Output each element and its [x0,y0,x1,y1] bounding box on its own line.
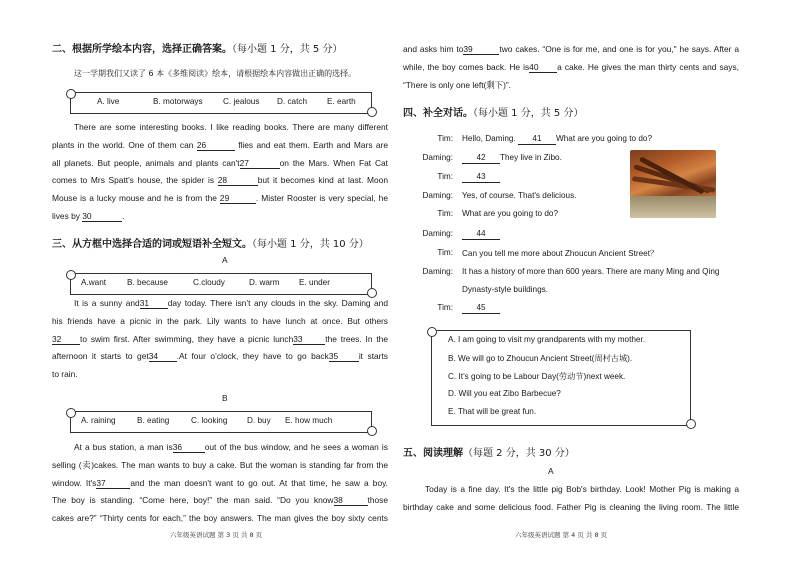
passage-line [52,295,388,313]
dialog-line [462,153,562,164]
text: day today. There isn’t any clouds in the sky. Daming and [167,298,388,308]
passage-line [52,348,388,366]
option-b: B. eating [137,416,170,425]
speaker-label: Daming: [422,229,453,238]
blank-28[interactable]: 28 [218,175,258,186]
text: plants in the world. One of them can [52,139,197,150]
text: and asks him to [403,44,464,54]
option-e: E. how much [285,416,333,425]
text: Mouse is a lucky mouse and he is from the [52,193,220,204]
dialog-line [462,209,558,218]
passage-line [52,172,388,190]
option-d: D. warm [249,278,280,287]
text: . Mister Rooster is very special, he [255,193,389,204]
text: the trees. In the [325,333,388,344]
text: to swim first. After swimming, they have a picnic lunch [80,333,294,344]
speaker-label: Tim: [437,172,453,181]
text: Yes, of course. That's delicious. [462,191,577,200]
text: two cakes. “One is for me, and one is for you," he says. After a [499,44,740,54]
text: Can you tell me more about Zhoucun Ancient Street？ [462,249,659,258]
speaker-label: Tim: [437,248,453,257]
page-footer-left: 六年级英语试题 第 3 页 共 8 页 [170,531,263,539]
plate [630,196,716,218]
speaker-label: Tim: [437,209,453,218]
passage-line: Today is a fine day. It's the little pig Bob's birthday. Look! Mother Pig is making a [425,484,739,494]
section-5-title: 五、阅读理解 [403,448,463,459]
section-3-title: 三、从方框中选择合适的词或短语补全短文。 [52,239,252,250]
passage-line [403,41,739,59]
passage-line [52,492,388,510]
text: all planets. But people, animals and plants can't [52,157,240,168]
passage-line [52,510,388,528]
text: it starts [358,351,388,362]
passage-continued [403,41,739,94]
passage-line: birthday cake and some delicious food. Father Pig is cleaning the living room. The little [403,501,739,512]
section-3-heading [52,235,369,250]
blank-29[interactable]: 29 [220,193,256,204]
bbq-photo [630,150,716,218]
option-e: E. under [299,278,330,287]
blank-30[interactable]: 30 [82,211,122,222]
dialog-options-box [431,330,691,426]
passage-line [52,119,388,137]
blank-37[interactable]: 37 [96,478,130,489]
option-c: C. looking [191,416,228,425]
passage-line [52,331,388,349]
dialog-line [462,285,548,294]
section-3-note: （每小题 1 分，共 10 分） [252,239,369,250]
speaker-label: Daming: [422,153,453,162]
right-page [403,0,748,561]
text: those [367,495,388,506]
section-2-note: （每小题 1 分，共 5 分） [232,44,343,55]
speaker-label: Daming: [422,191,453,200]
text: afternoon it starts to get [52,351,149,362]
blank-35[interactable]: 35 [329,351,359,362]
option-b: B. motorways [153,97,203,106]
passage-line [52,155,388,173]
word-box-part-a [70,273,372,295]
part-a-label: A [222,255,228,265]
text: .At four o’clock, they have to go back [176,351,329,362]
text: his friends have a picnic in the park. Lily wants to have lunch at once. But others [52,315,388,326]
passage-line [403,59,739,77]
blank-41[interactable]: 41 [518,134,556,145]
section-2-heading [52,40,342,55]
blank-43[interactable]: 43 [462,172,500,183]
blank-38[interactable]: 38 [334,495,368,506]
option-a: A. raining [81,416,116,425]
passage-line [52,366,388,384]
text: At a bus station, a man is [74,442,173,452]
text: What are you going to do? [555,134,653,143]
blank-26[interactable]: 26 [197,140,235,151]
blank-39[interactable]: 39 [463,44,499,55]
text: on the Mars. When Fat Cat [279,157,388,168]
dialog-line [462,134,652,145]
blank-40[interactable]: 40 [529,62,557,73]
option-d: D. buy [247,416,271,425]
text: What are you going to do? [462,209,559,218]
page-footer-right: 六年级英语试题 第 4 页 共 8 页 [515,531,608,539]
section-5-note: （每题 2 分，共 30 分） [463,448,575,459]
passage-line [52,313,388,331]
option-c: C. jealous [223,97,260,106]
passage-part-a [52,295,388,384]
text: It is a sunny and [74,298,140,308]
dialog-line [462,267,719,276]
option-d: D. catch [277,97,308,106]
text: cakes are?” “Thirty cents for each,” the boy answers. The man gives the boy sixty cents [52,513,388,524]
blank-33[interactable]: 33 [293,334,325,345]
option-b: B. because [127,278,168,287]
dialog-option: A. I am going to visit my grandparents with my mother. [448,335,646,344]
speaker-label: Tim: [437,303,453,312]
blank-44[interactable]: 44 [462,229,500,240]
dialog-line [462,248,658,259]
text: a cake. He gives the man thirty cents and says, [557,61,739,72]
passage-line [52,137,388,155]
dialog-line [462,229,500,240]
text: selling (卖)cakes. The man wants to buy a cake. But the woman is standing far from the [52,459,388,470]
passage-line [52,457,388,475]
passage-line [52,439,388,457]
dialog-option: E. That will be great fun. [448,407,537,416]
dialog-line [462,172,500,183]
text: . [122,210,125,221]
part-b-label: B [222,393,228,403]
word-box-part-b [70,411,372,433]
section-4-heading [403,104,583,119]
text: It has a history of more than 600 years. There are many Ming and Qing [462,267,720,276]
speaker-label: Tim: [437,134,453,143]
dialog-option: D. Will you eat Zibo Barbecue? [448,389,561,398]
passage-line [52,475,388,493]
passage-line [403,77,739,95]
blank-42[interactable]: 42 [462,153,500,164]
left-page [52,0,397,561]
text: but it becomes kind at last. Moon [257,175,388,186]
text: flies and eat them. Earth and Mars are [234,139,388,150]
text: Dynasty-style buildings. [462,285,549,294]
blank-31[interactable]: 31 [140,298,168,309]
text: comes to Mrs Spatt's house, the spider is [52,175,218,186]
text: “There is only one left(剩下)”. [403,79,511,90]
text: There are some interesting books. I like reading books. There are many different [74,122,388,132]
text: and the man doesn't want to go out. At that time, he saw a boy. [130,477,388,488]
text: lives by [52,210,83,221]
text: to rain. [52,369,78,380]
option-a: A.want [81,278,107,287]
passage-sec5 [403,481,739,517]
text: They live in Zibo. [500,153,562,162]
word-box-sec2 [70,92,372,114]
blank-36[interactable]: 36 [173,442,205,453]
section-2-title: 二、根据所学绘本内容，选择正确答案。 [52,44,232,55]
passage-part-b [52,439,388,528]
text: The boy is standing. “Come here, boy!” the man said. “Do you know [52,495,334,506]
text: window. It's [52,477,97,488]
option-a: A. live [97,97,120,106]
blank-27[interactable]: 27 [240,158,280,169]
text: while, the boy comes back. He is [403,61,530,72]
section-4-note: （每小题 1 分，共 5 分） [473,108,584,119]
blank-34[interactable]: 34 [149,351,177,362]
text: out of the bus window, and he sees a woman is [204,442,388,452]
dialog-line [462,303,500,314]
blank-32[interactable]: 32 [52,334,80,345]
dialog-line [462,191,576,200]
dialog-option: B. We will go to Zhoucun Ancient Street(周村古城). [448,354,633,363]
passage-sec2 [52,119,388,226]
section-4-title: 四、补全对话。 [403,108,473,119]
option-e: E. earth [327,97,356,106]
skewer [639,156,705,194]
passage-line [52,190,388,208]
text: Hello, Daming. [462,134,518,143]
speaker-label: Daming: [422,267,453,276]
section-2-intro: 这一学期我们又读了 6 本《多维阅读》绘本，请根据绘本内容做出正确的选择。 [74,69,357,78]
part-a-label: A [548,466,554,476]
section-5-heading [403,444,575,459]
blank-45[interactable]: 45 [462,303,500,314]
passage-line [52,208,388,226]
option-c: C.cloudy [193,278,225,287]
dialog-option: C. It’s going to be Labour Day(劳动节)next week. [448,372,626,381]
